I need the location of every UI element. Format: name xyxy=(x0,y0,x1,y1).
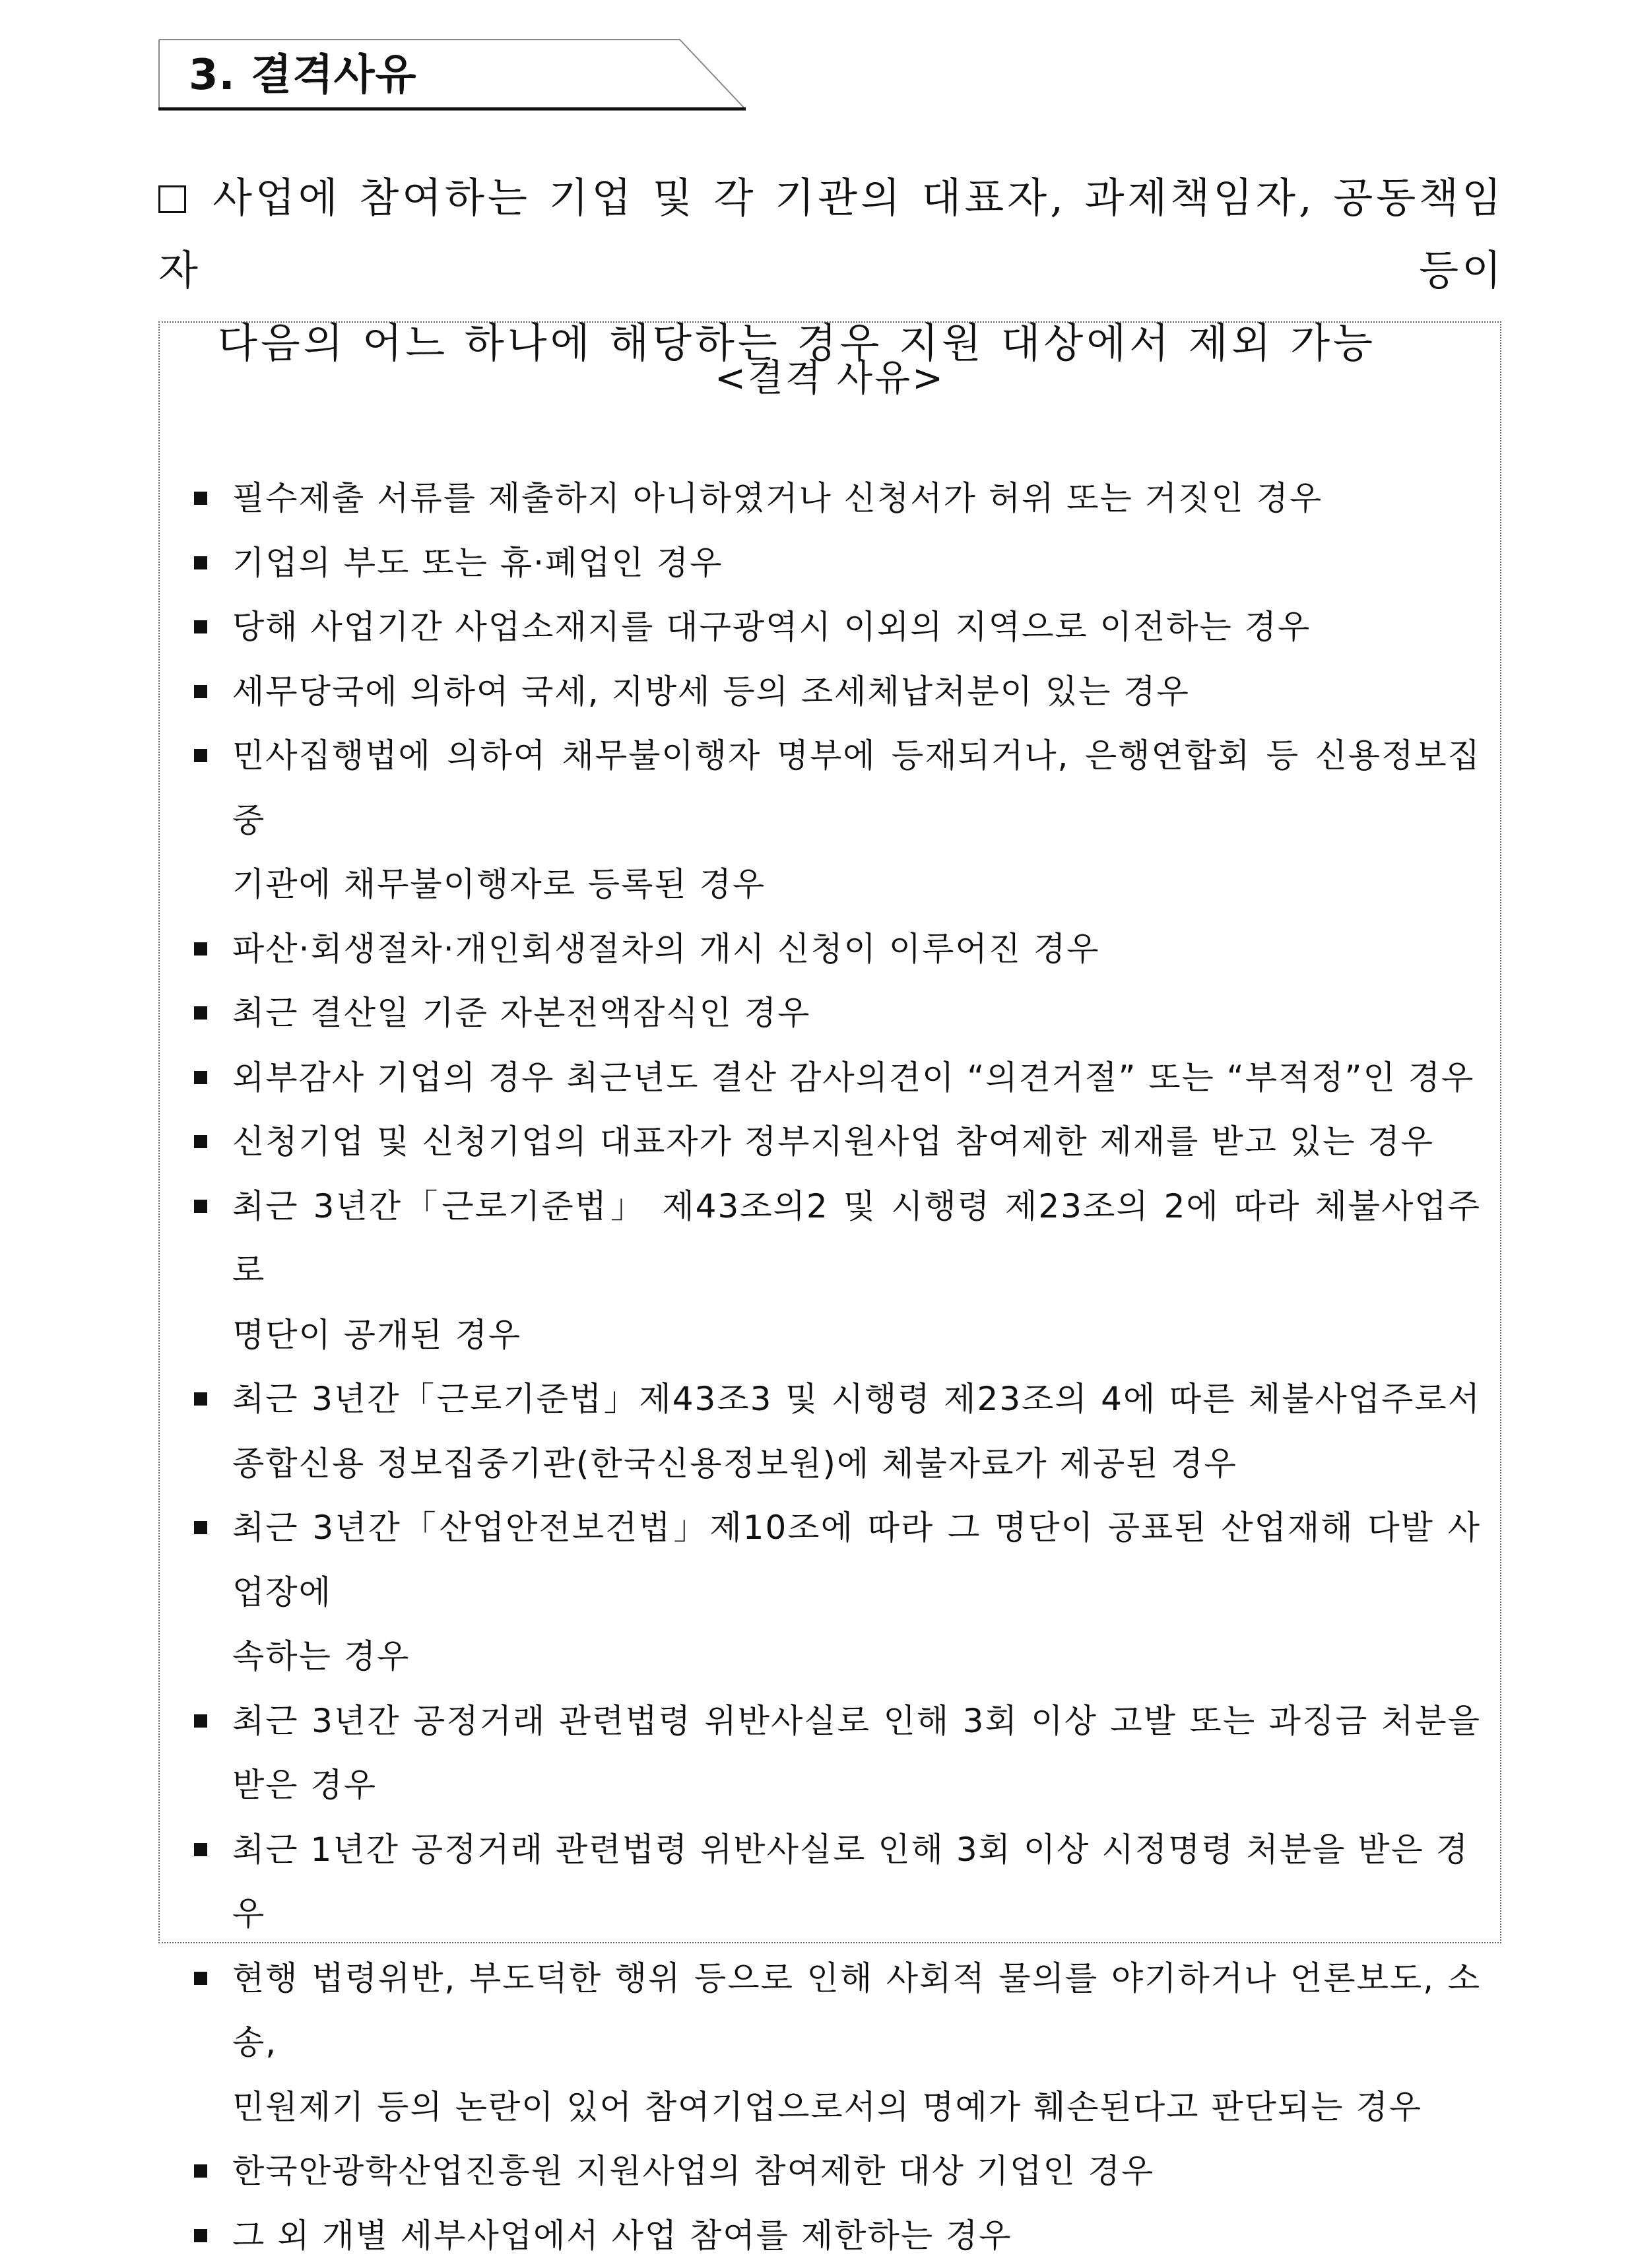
box-title: <결격 사유> xyxy=(160,349,1500,402)
list-item-line: 당해 사업기간 사업소재지를 대구광역시 이외의 지역으로 이전하는 경우 xyxy=(232,595,1481,660)
list-item xyxy=(194,467,1481,531)
intro-line-1-text: 사업에 참여하는 기업 및 각 기관의 대표자, 과제책임자, 공동책임자 등이 xyxy=(158,174,1505,294)
square-bullet-icon xyxy=(194,1006,207,1020)
list-item xyxy=(194,1947,1481,2140)
square-bullet-icon xyxy=(194,685,207,698)
list-item-line: 신청기업 및 신청기업의 대표자가 정부지원사업 참여제한 제재를 받고 있는 경우 xyxy=(232,1110,1481,1175)
list-item-line: 최근 3년간 공정거래 관련법령 위반사실로 인해 3회 이상 고발 또는 과징금 처분을 xyxy=(232,1689,1481,1754)
intro-line-2: 다음의 어느 하나에 해당하는 경우 지원 대상에서 제외 가능 xyxy=(158,307,1505,379)
section-title: 3. 결격사유 xyxy=(189,44,416,107)
intro-line-1 xyxy=(158,162,1505,307)
list-item-line: 필수제출 서류를 제출하지 아니하였거나 신청서가 허위 또는 거짓인 경우 xyxy=(232,467,1481,531)
disqualification-box xyxy=(158,321,1501,1943)
list-item-line: 세무당국에 의하여 국세, 지방세 등의 조세체납처분이 있는 경우 xyxy=(232,660,1481,725)
list-item xyxy=(194,981,1481,1046)
square-bullet-icon xyxy=(194,2164,207,2178)
square-bullet-icon xyxy=(194,2229,207,2242)
square-bullet-icon xyxy=(194,492,207,505)
list-item-line: 최근 결산일 기준 자본전액잠식인 경우 xyxy=(232,981,1481,1046)
list-item-line: 받은 경우 xyxy=(232,1753,1481,1818)
square-bullet-icon xyxy=(194,556,207,569)
list-item xyxy=(194,1110,1481,1175)
list-item xyxy=(194,724,1481,917)
list-item-line: 현행 법령위반, 부도덕한 행위 등으로 인해 사회적 물의를 야기하거나 언론보도, 소송, xyxy=(232,1947,1481,2075)
square-bullet-icon xyxy=(194,1200,207,1213)
list-item-line: 종합신용 정보집중기관(한국신용정보원)에 체불자료가 제공된 경우 xyxy=(232,1432,1481,1497)
list-item-line: 기관에 채무불이행자로 등록된 경우 xyxy=(232,853,1481,917)
square-bullet-icon xyxy=(194,942,207,956)
square-bullet-icon xyxy=(194,1135,207,1148)
list-item-line: 기업의 부도 또는 휴·폐업인 경우 xyxy=(232,531,1481,596)
square-bullet-icon xyxy=(194,1714,207,1728)
list-item-line: 최근 3년간「근로기준법」제43조3 및 시행령 제23조의 4에 따른 체불사업주로서 xyxy=(232,1367,1481,1432)
list-item-line: 속하는 경우 xyxy=(232,1625,1481,1689)
list-item-line: 명단이 공개된 경우 xyxy=(232,1303,1481,1368)
section-heading xyxy=(158,38,746,112)
square-bullet-icon xyxy=(194,1392,207,1406)
list-item xyxy=(194,1175,1481,1368)
list-item xyxy=(194,1367,1481,1496)
list-item-line: 파산·회생절차·개인회생절차의 개시 신청이 이루어진 경우 xyxy=(232,917,1481,982)
square-bullet-icon xyxy=(194,749,207,762)
list-item xyxy=(194,1496,1481,1689)
list-item-line: 민사집행법에 의하여 채무불이행자 명부에 등재되거나, 은행연합회 등 신용정보집중 xyxy=(232,724,1481,853)
list-item xyxy=(194,917,1481,982)
square-bullet-icon xyxy=(194,1521,207,1534)
list-item-line: 외부감사 기업의 경우 최근년도 결산 감사의견이 “의견거절” 또는 “부적정”인 경우 xyxy=(232,1046,1481,1111)
list-item-line: 민원제기 등의 논란이 있어 참여기업으로서의 명예가 훼손된다고 판단되는 경우 xyxy=(232,2075,1481,2140)
list-item xyxy=(194,660,1481,725)
list-item xyxy=(194,1818,1481,1947)
square-bullet-icon xyxy=(194,1843,207,1856)
square-bullet-icon xyxy=(194,1071,207,1084)
list-item xyxy=(194,1046,1481,1111)
list-item-line: 최근 3년간「근로기준법」 제43조의2 및 시행령 제23조의 2에 따라 체불사업주로 xyxy=(232,1175,1481,1303)
list-item xyxy=(194,1689,1481,1818)
square-bullet-icon xyxy=(194,1972,207,1985)
checkbox-icon xyxy=(158,185,186,213)
list-item-line: 최근 1년간 공정거래 관련법령 위반사실로 인해 3회 이상 시정명령 처분을 받은 경우 xyxy=(232,1818,1481,1947)
list-item xyxy=(194,595,1481,660)
list-item-line: 그 외 개별 세부사업에서 사업 참여를 제한하는 경우 xyxy=(232,2204,1481,2268)
list-item-line: 최근 3년간「산업안전보건법」제10조에 따라 그 명단이 공표된 산업재해 다발 사업장에 xyxy=(232,1496,1481,1625)
list-item xyxy=(194,2139,1481,2204)
square-bullet-icon xyxy=(194,620,207,633)
list-item xyxy=(194,531,1481,596)
list-item-line: 한국안광학산업진흥원 지원사업의 참여제한 대상 기업인 경우 xyxy=(232,2139,1481,2204)
list-item xyxy=(194,2204,1481,2268)
criteria-list xyxy=(194,467,1481,2268)
